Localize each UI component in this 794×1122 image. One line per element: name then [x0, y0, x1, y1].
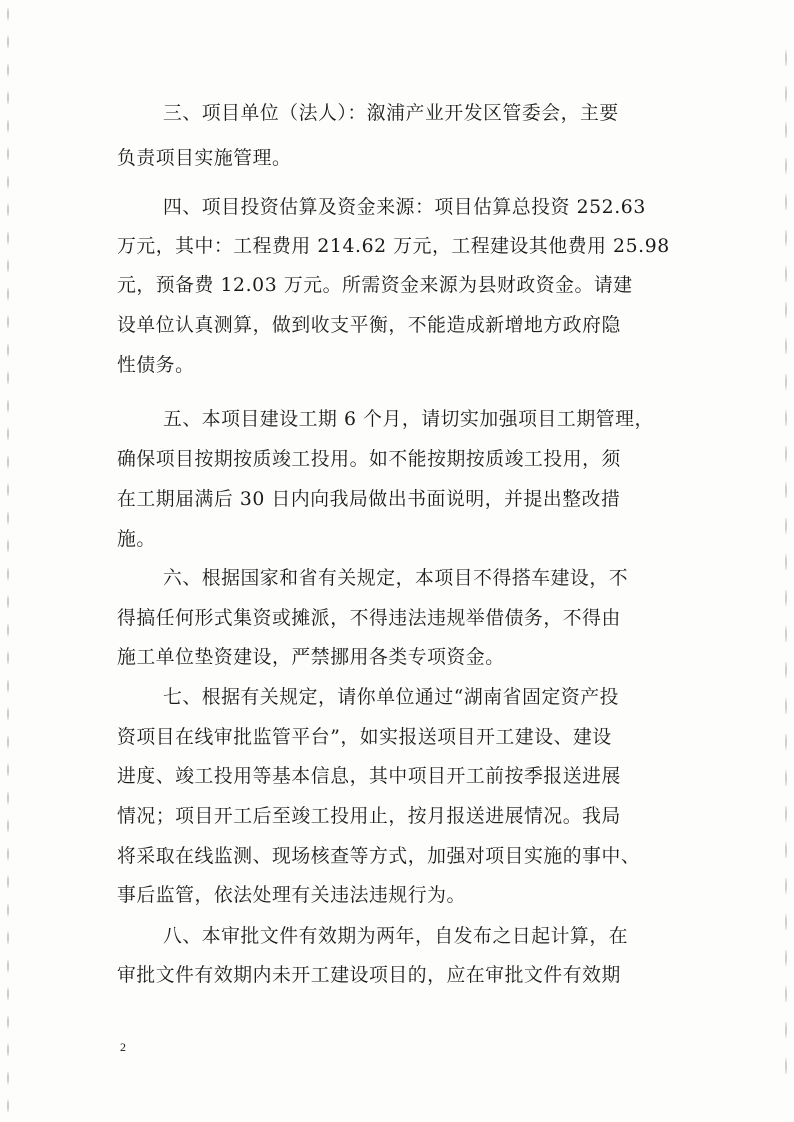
body-line: 确保项目按期按质竣工投用。如不能按期按质竣工投用，须 — [117, 449, 621, 470]
body-line: 八、本审批文件有效期为两年，自发布之日起计算，在 — [163, 926, 629, 947]
body-line: 七、根据有关规定，请你单位通过“湖南省固定资产投 — [163, 687, 619, 708]
body-line: 负责项目实施管理。 — [117, 148, 292, 169]
body-line: 得搞任何形式集资或摊派，不得违法违规举借债务，不得由 — [117, 608, 621, 629]
body-line: 在工期届满后 30 日内向我局做出书面说明，并提出整改措 — [117, 489, 621, 510]
body-line: 元，预备费 12.03 万元。所需资金来源为县财政资金。请建 — [117, 275, 633, 296]
body-line: 审批文件有效期内未开工建设项目的，应在审批文件有效期 — [117, 965, 621, 986]
body-line: 施工单位垫资建设，严禁挪用各类专项资金。 — [117, 647, 505, 668]
body-line: 将采取在线监测、现场核查等方式，加强对项目实施的事中、 — [117, 846, 641, 867]
scan-edge-right — [784, 40, 788, 1080]
body-line: 性债务。 — [117, 355, 195, 376]
body-line: 四、项目投资估算及资金来源：项目估算总投资 252.63 — [163, 197, 646, 218]
body-line: 情况；项目开工后至竣工投用止，按月报送进展情况。我局 — [117, 806, 621, 827]
body-line: 六、根据国家和省有关规定，本项目不得搭车建设，不 — [163, 568, 629, 589]
body-line: 事后监管，依法处理有关违法违规行为。 — [117, 885, 466, 906]
body-line: 施。 — [117, 529, 156, 550]
body-line: 设单位认真测算，做到收支平衡，不能造成新增地方政府隐 — [117, 315, 621, 336]
scan-edge-left — [6, 0, 10, 1122]
page-number: 2 — [120, 1040, 126, 1054]
body-line: 万元，其中：工程费用 214.62 万元，工程建设其他费用 25.98 — [117, 236, 670, 257]
body-line: 进度、竣工投用等基本信息，其中项目开工前按季报送进展 — [117, 766, 621, 787]
body-line: 三、项目单位（法人）：溆浦产业开发区管委会，主要 — [163, 103, 619, 124]
body-line: 五、本项目建设工期 6 个月，请切实加强项目工期管理， — [163, 409, 654, 430]
body-line: 资项目在线审批监管平台”，如实报送项目开工建设、建设 — [117, 727, 612, 748]
